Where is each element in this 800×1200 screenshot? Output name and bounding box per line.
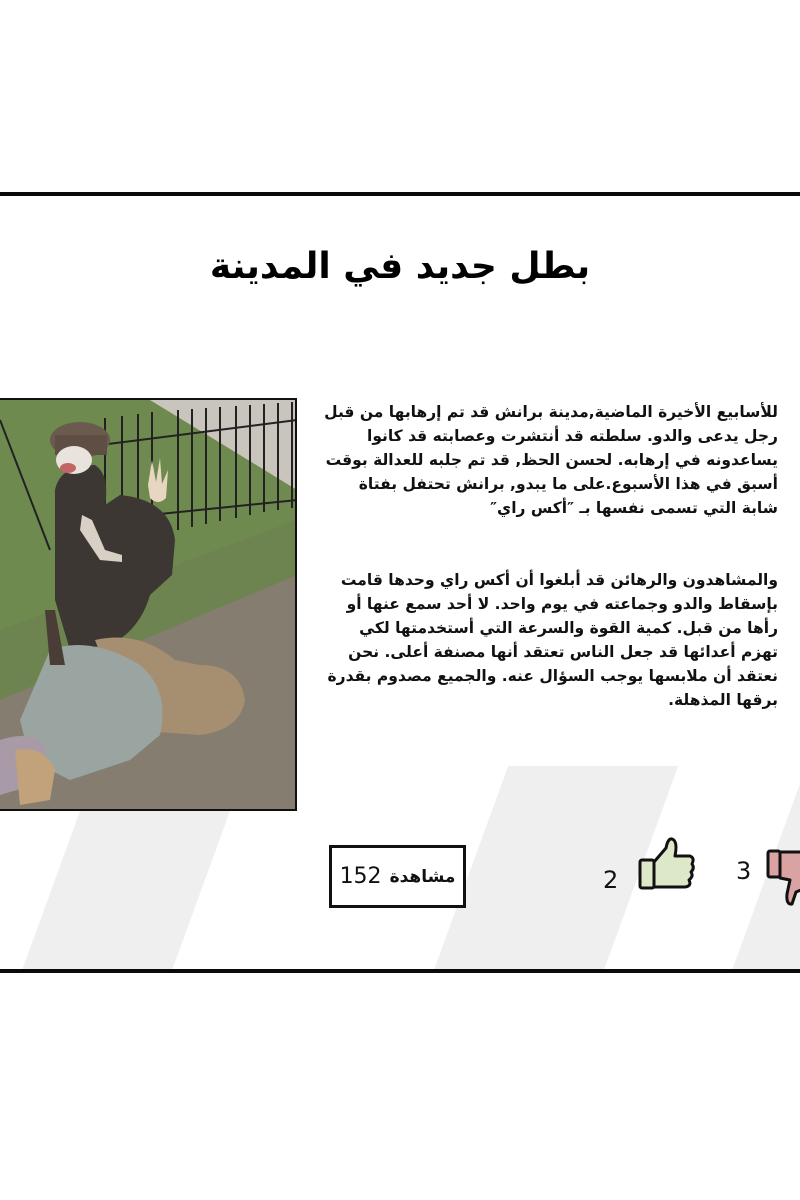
views-counter [329, 845, 466, 908]
thumbs-down-icon[interactable] [766, 848, 800, 906]
news-article-panel [0, 196, 800, 969]
dislike-count: 3 [736, 857, 752, 885]
article-paragraph: والمشاهدون والرهائن قد أبلغوا أن أكس راي وحدها قامت بإسقاط والدو وجماعته في يوم واحد. لا أحد سمع عنها أو رأها من قبل. كمية القوة والسرعة التي أستخدمتها لكي تهزم أعدائها قد جعل الناس تعتقد أنها مصنفة أعلى. نحن نعتقد أن ملابسها يوجب السؤال عنه. والجميع مصدوم بقدرة برقها المذهلة. [327, 571, 778, 709]
article-body [320, 400, 778, 760]
views-label: مشاهدة [389, 866, 456, 887]
article-paragraph: للأسابيع الأخيرة الماضية,مدينة برانش قد تم إرهابها من قبل رجل يدعى والدو. سلطته قد أنتشرت وعصابته قد كانوا يساعدونه في إرهابه. لحسن الحظ, قد تم جلبه للعدالة بوقت أسبق في هذا الأسبوع.على ما يبدو, برانش تحتفل بفتاة شابة التي تسمى نفسها بـ ″أكس راي″ [324, 403, 778, 517]
article-headline: بطل جديد في المدينة [209, 246, 591, 287]
bottom-border-line [0, 969, 800, 973]
thumbs-up-icon[interactable] [638, 836, 696, 892]
like-count: 2 [603, 866, 619, 894]
views-count: 152 [339, 864, 382, 889]
article-illustration [0, 398, 297, 811]
comic-scene-image [0, 400, 297, 811]
